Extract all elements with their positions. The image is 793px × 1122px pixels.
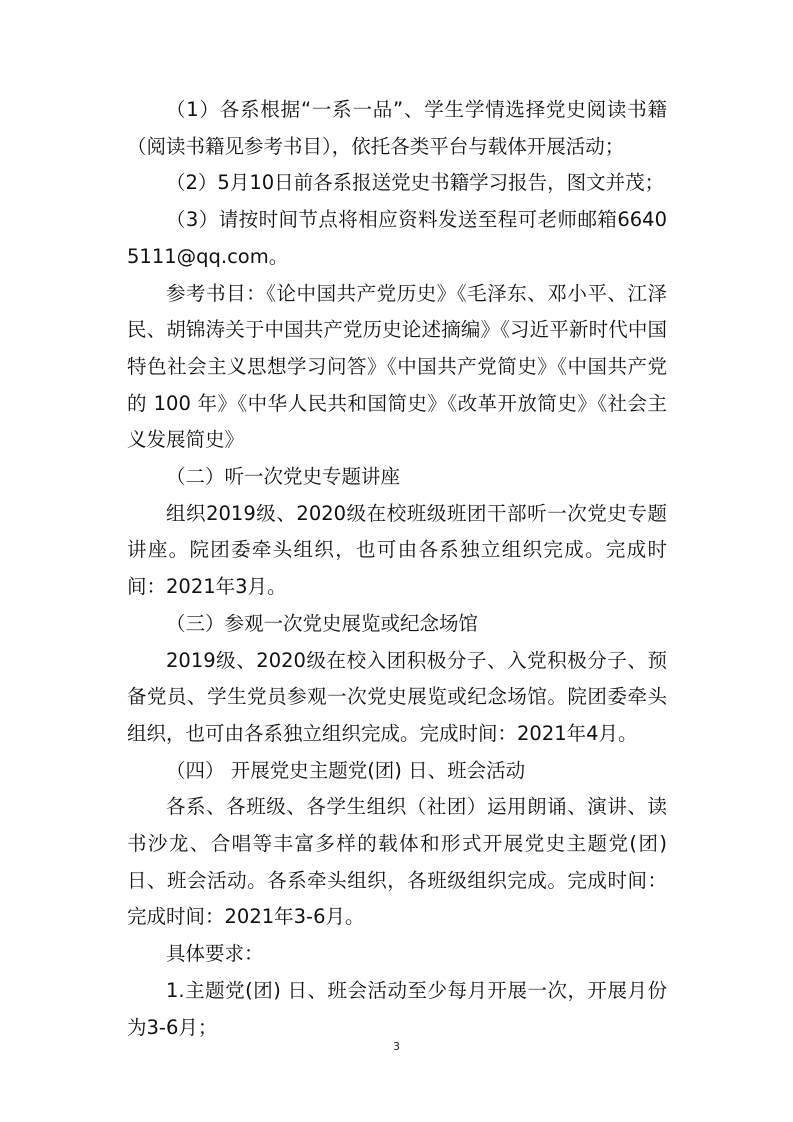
paragraph-lecture-details: 组织2019级、2020级在校班级班团干部听一次党史专题讲座。院团委牵头组织，也可由各系独立组织完成。完成时间：2021年3月。	[127, 501, 667, 599]
paragraph-theme-activity-details: 各系、各班级、各学生组织（社团）运用朗诵、演讲、读书沙龙、合唱等丰富多样的载体和形式开展党史主题党(团)日、班会活动。各系牵头组织，各班级组织完成。完成时间：完成时间：2021年3-6月。	[127, 795, 667, 929]
paragraph-email-submission: （3）请按时间节点将相应资料发送至程可老师邮箱66405111@qq.com。	[127, 208, 667, 268]
section-heading-theme-activity: （四） 开展党史主题党(团) 日、班会活动	[166, 758, 526, 782]
document-body	[127, 92, 667, 1046]
paragraph-requirement-1: 1.主题党(团) 日、班会活动至少每月开展一次，开展月份为3-6月；	[127, 978, 667, 1039]
paragraph-exhibition-details: 2019级、2020级在校入团积极分子、入党积极分子、预备党员、学生党员参观一次党史展览或纪念场馆。院团委牵头组织，也可由各系独立组织完成。完成时间：2021年4月。	[127, 648, 667, 745]
section-heading-lecture: （二）听一次党史专题讲座	[166, 465, 401, 489]
page-number: 3	[393, 1040, 400, 1053]
paragraph-reference-books: 参考书目：《论中国共产党历史》《毛泽东、邓小平、江泽民、胡锦涛关于中国共产党历史论述摘编》《习近平新时代中国特色社会主义思想学习问答》《中国共产党简史》《中国共产党的 100 年》《中华人民共和国简史》《改革开放简史》《社会主义发展简史》	[127, 281, 667, 452]
paragraph-report-deadline: （2）5月10日前各系报送党史书籍学习报告，图文并茂；	[166, 171, 665, 195]
section-heading-exhibition: （三）参观一次党史展览或纪念场馆	[166, 611, 479, 635]
paragraph-reading-books: （1）各系根据“一系一品”、学生学情选择党史阅读书籍（阅读书籍见参考书目），依托各类平台与载体开展活动；	[127, 98, 667, 158]
paragraph-specific-requirements: 具体要求：	[166, 942, 264, 966]
